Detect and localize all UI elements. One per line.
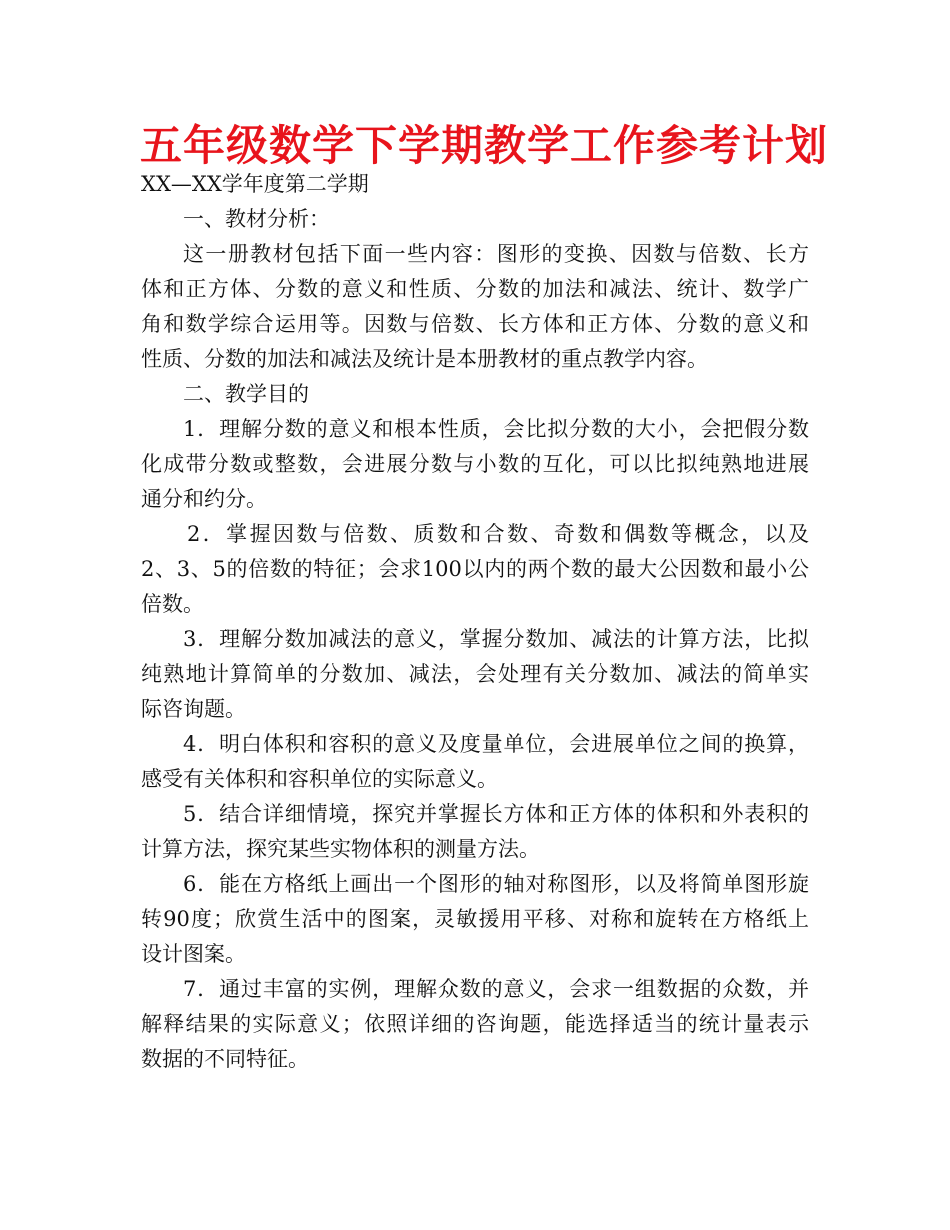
goal-line: 7．通过丰富的实例，理解众数的意义，会求一组数据的众数，并 (183, 977, 809, 1001)
goal-line: 4．明白体积和容积的意义及度量单位，会进展单位之间的换算， (183, 732, 809, 756)
paragraph-line: 体和正方体、分数的意义和性质、分数的加法和减法、统计、数学广 (141, 277, 809, 301)
semester-subtitle: XX—XX学年度第二学期 (141, 172, 369, 196)
goal-line: 6．能在方格纸上画出一个图形的轴对称图形，以及将简单图形旋 (183, 872, 809, 896)
goal-line: 转90度；欣赏生活中的图案，灵敏援用平移、对称和旋转在方格纸上 (141, 907, 809, 931)
goal-line: 2、3、5的倍数的特征；会求100以内的两个数的最大公因数和最小公 (141, 557, 809, 581)
goal-line: 纯熟地计算简单的分数加、减法，会处理有关分数加、减法的简单实 (141, 662, 809, 686)
goal-line: 1．理解分数的意义和根本性质，会比拟分数的大小，会把假分数 (183, 417, 809, 441)
goal-line: 通分和约分。 (141, 487, 267, 511)
document-title: 五年级数学下学期教学工作参考计划 (140, 121, 829, 170)
goal-line: 2．掌握因数与倍数、质数和合数、奇数和偶数等概念，以及 (187, 522, 809, 546)
document-body (141, 167, 809, 1077)
goal-line: 计算方法，探究某些实物体积的测量方法。 (141, 837, 540, 861)
paragraph-line: 性质、分数的加法和减法及统计是本册教材的重点教学内容。 (141, 347, 708, 371)
goal-line: 解释结果的实际意义；依照详细的咨询题，能选择适当的统计量表示 (141, 1012, 809, 1036)
goal-line: 数据的不同特征。 (141, 1047, 309, 1071)
goal-line: 3．理解分数加减法的意义，掌握分数加、减法的计算方法，比拟 (183, 627, 809, 651)
goal-line: 设计图案。 (141, 942, 246, 966)
section-heading-materials: 一、教材分析： (183, 207, 330, 231)
section-heading-goals: 二、教学目的 (183, 382, 309, 406)
paragraph-line: 这一册教材包括下面一些内容：图形的变换、因数与倍数、长方 (183, 242, 809, 266)
goal-line: 5．结合详细情境，探究并掌握长方体和正方体的体积和外表积的 (183, 802, 809, 826)
goal-line: 倍数。 (141, 592, 204, 616)
goal-line: 感受有关体积和容积单位的实际意义。 (141, 767, 498, 791)
goal-line: 化成带分数或整数，会进展分数与小数的互化，可以比拟纯熟地进展 (141, 452, 809, 476)
paragraph-line: 角和数学综合运用等。因数与倍数、长方体和正方体、分数的意义和 (141, 312, 809, 336)
goal-line: 际咨询题。 (141, 697, 246, 721)
